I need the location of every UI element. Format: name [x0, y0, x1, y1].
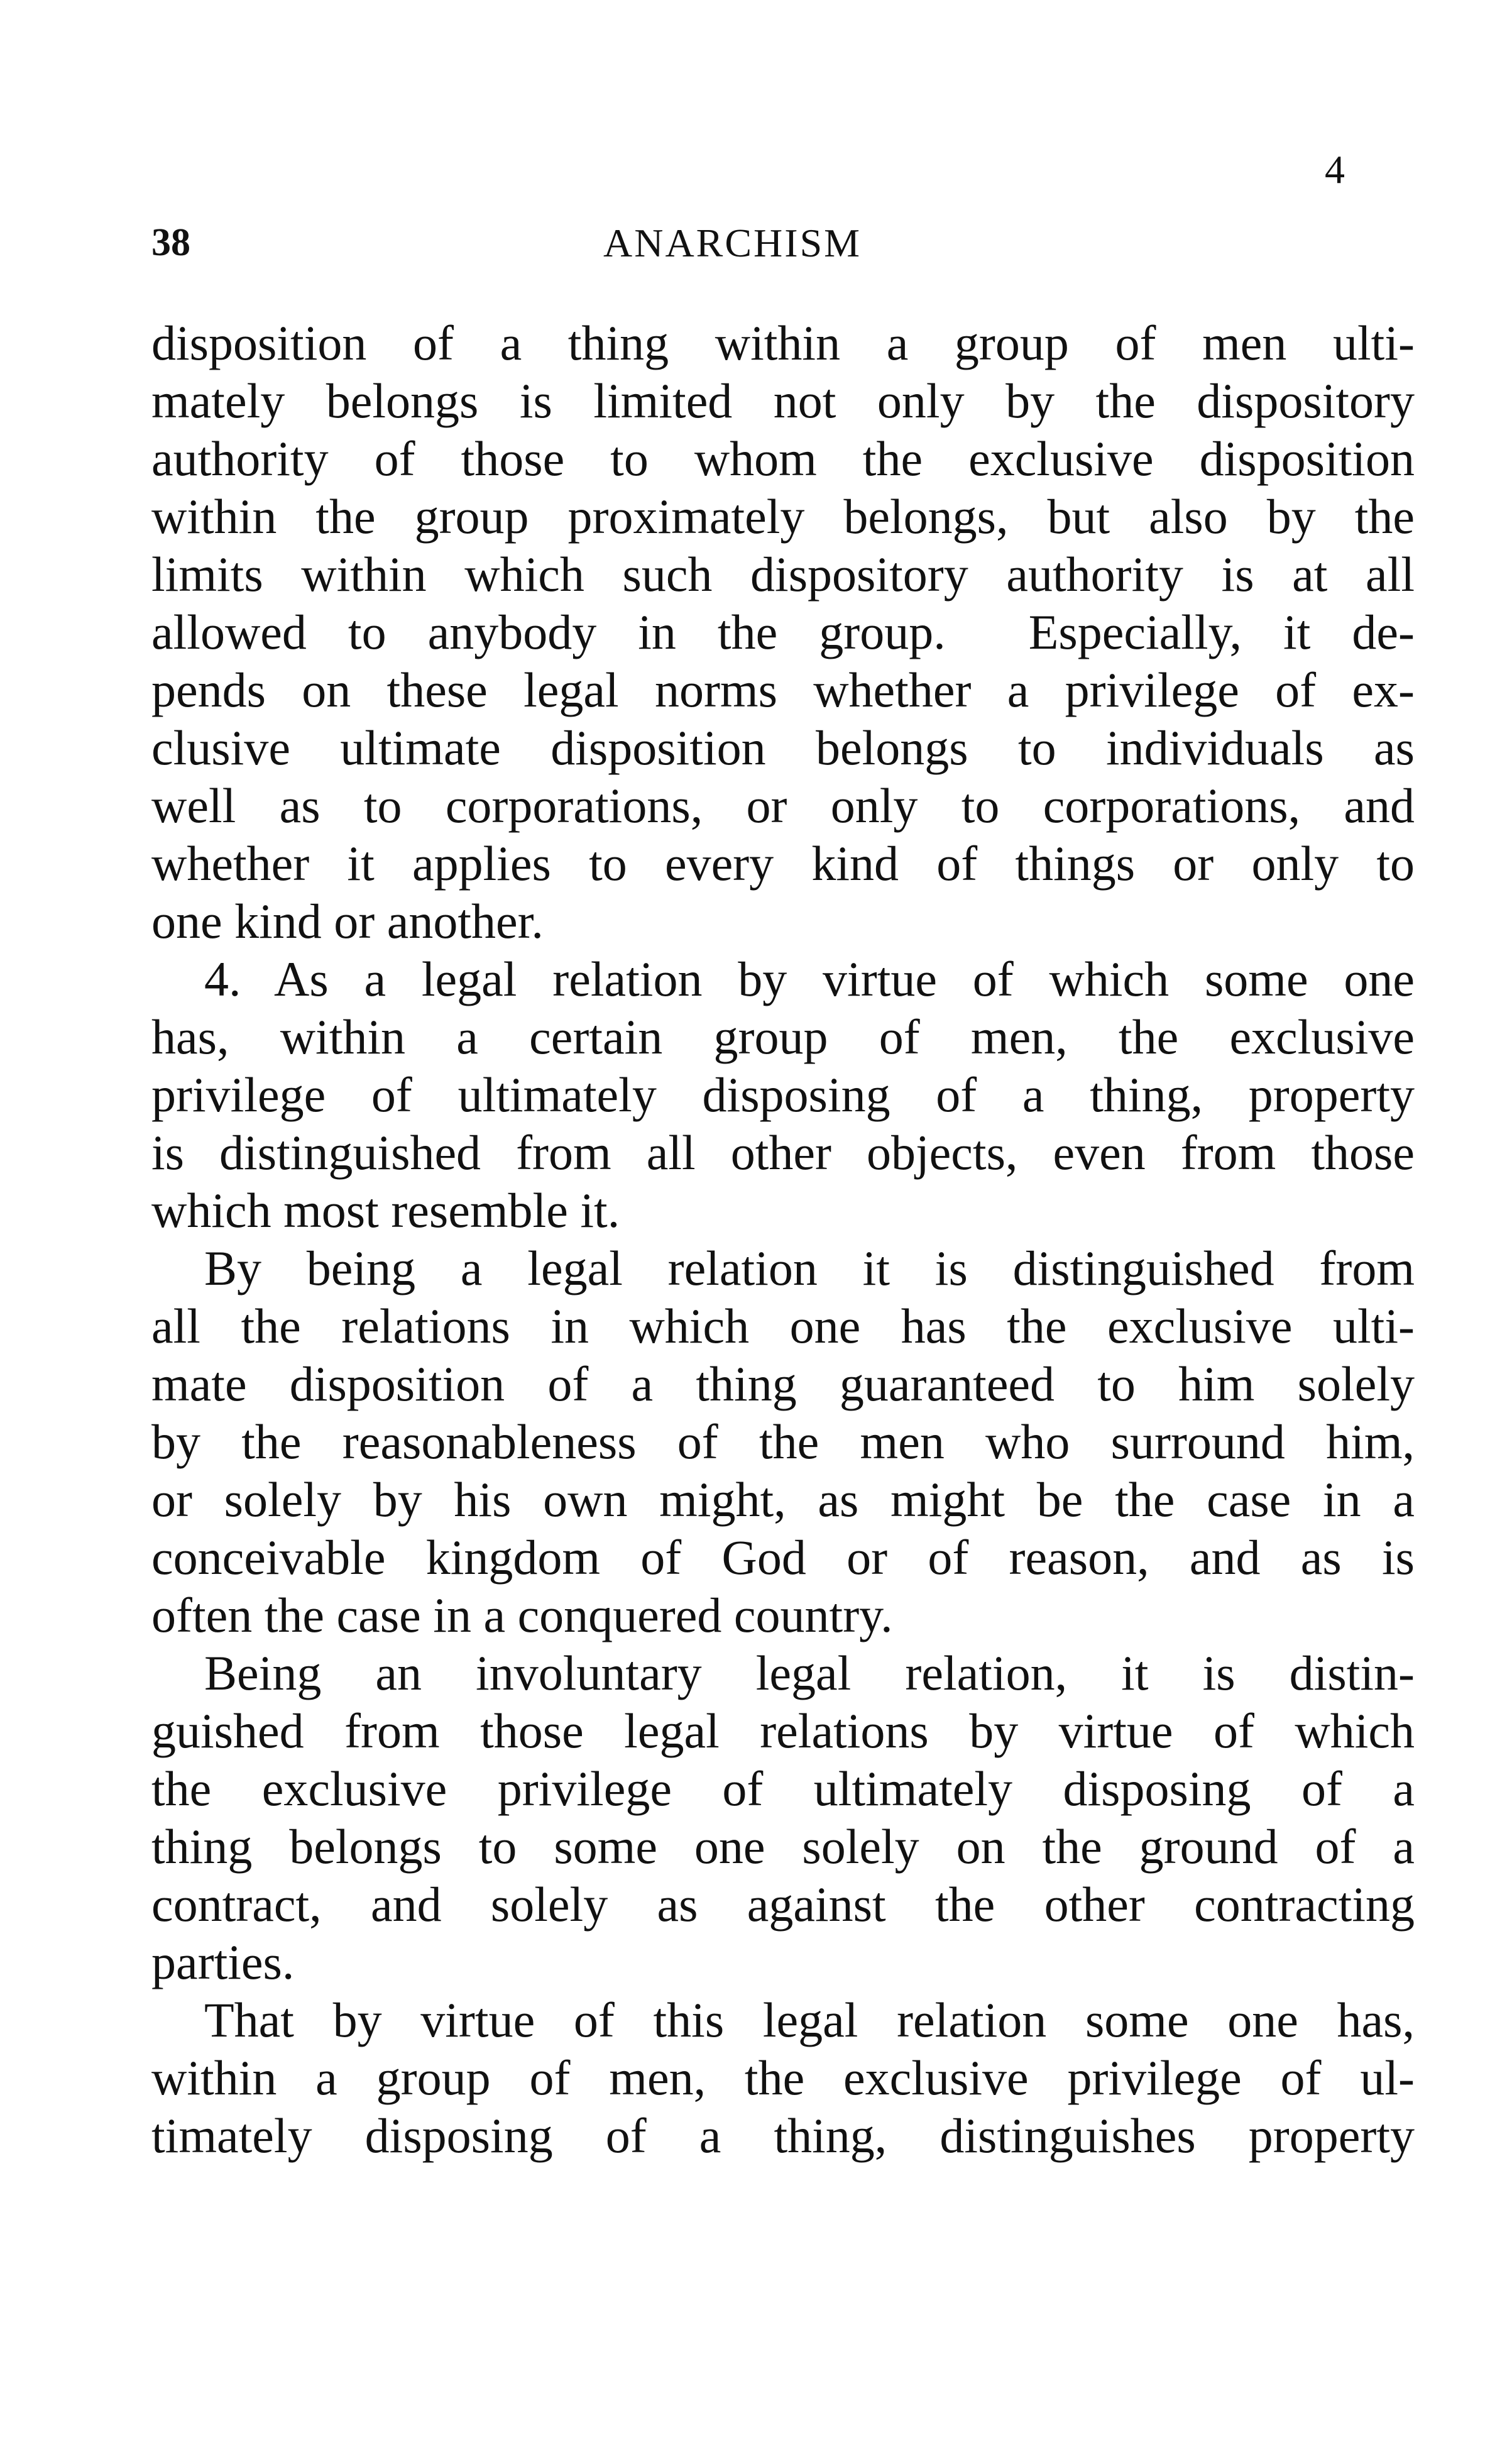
- text-line: often the case in a conquered country.: [151, 1588, 893, 1642]
- text-line: Being an involuntary legal relation, it is distin-: [204, 1646, 1415, 1700]
- text-line: one kind or another.: [151, 894, 544, 949]
- text-line: guished from those legal relations by virtue of which: [151, 1703, 1415, 1758]
- text-line: is distinguished from all other objects, even from those: [151, 1125, 1415, 1180]
- text-line: all the relations in which one has the exclusive ulti-: [151, 1299, 1415, 1353]
- body-text: [151, 314, 1415, 2165]
- text-line: privilege of ultimately disposing of a thing, property: [151, 1067, 1415, 1122]
- text-line: mate disposition of a thing guaranteed to him solely: [151, 1356, 1415, 1411]
- text-line: whether it applies to every kind of things or only to: [151, 836, 1415, 891]
- text-line: has, within a certain group of men, the exclusive: [151, 1009, 1415, 1064]
- text-line: which most resemble it.: [151, 1183, 620, 1238]
- text-line: by the reasonableness of the men who surround him,: [151, 1414, 1415, 1469]
- text-line: well as to corporations, or only to corporations, and: [151, 778, 1415, 833]
- text-line: pends on these legal norms whether a privilege of ex-: [151, 663, 1415, 717]
- text-line: clusive ultimate disposition belongs to individuals as: [151, 720, 1415, 775]
- text-line: parties.: [151, 1935, 295, 1989]
- corner-mark: 4: [1325, 147, 1345, 192]
- text-line: That by virtue of this legal relation some one has,: [204, 1993, 1415, 2047]
- text-line: the exclusive privilege of ultimately disposing of a: [151, 1761, 1415, 1816]
- text-line: limits within which such dispository authority is at all: [151, 547, 1415, 602]
- text-line: mately belongs is limited not only by the dispository: [151, 373, 1415, 428]
- page-number: 38: [151, 221, 190, 264]
- text-line: contract, and solely as against the other contracting: [151, 1877, 1415, 1932]
- text-line: disposition of a thing within a group of men ulti-: [151, 316, 1415, 370]
- text-line: within the group proximately belongs, but also by the: [151, 489, 1415, 544]
- text-line: or solely by his own might, as might be the case in a: [151, 1472, 1415, 1527]
- text-line: thing belongs to some one solely on the ground of a: [151, 1819, 1415, 1874]
- text-line: allowed to anybody in the group. Especially, it de-: [151, 605, 1415, 659]
- text-line: By being a legal relation it is distinguished from: [204, 1241, 1415, 1295]
- text-line: within a group of men, the exclusive privilege of ul-: [151, 2050, 1415, 2105]
- text-line: 4. As a legal relation by virtue of which some one: [204, 952, 1415, 1006]
- text-line: timately disposing of a thing, distinguishes property: [151, 2108, 1415, 2163]
- text-line: conceivable kingdom of God or of reason, and as is: [151, 1530, 1415, 1585]
- text-line: authority of those to whom the exclusive disposition: [151, 431, 1415, 486]
- running-head: ANARCHISM: [603, 221, 862, 265]
